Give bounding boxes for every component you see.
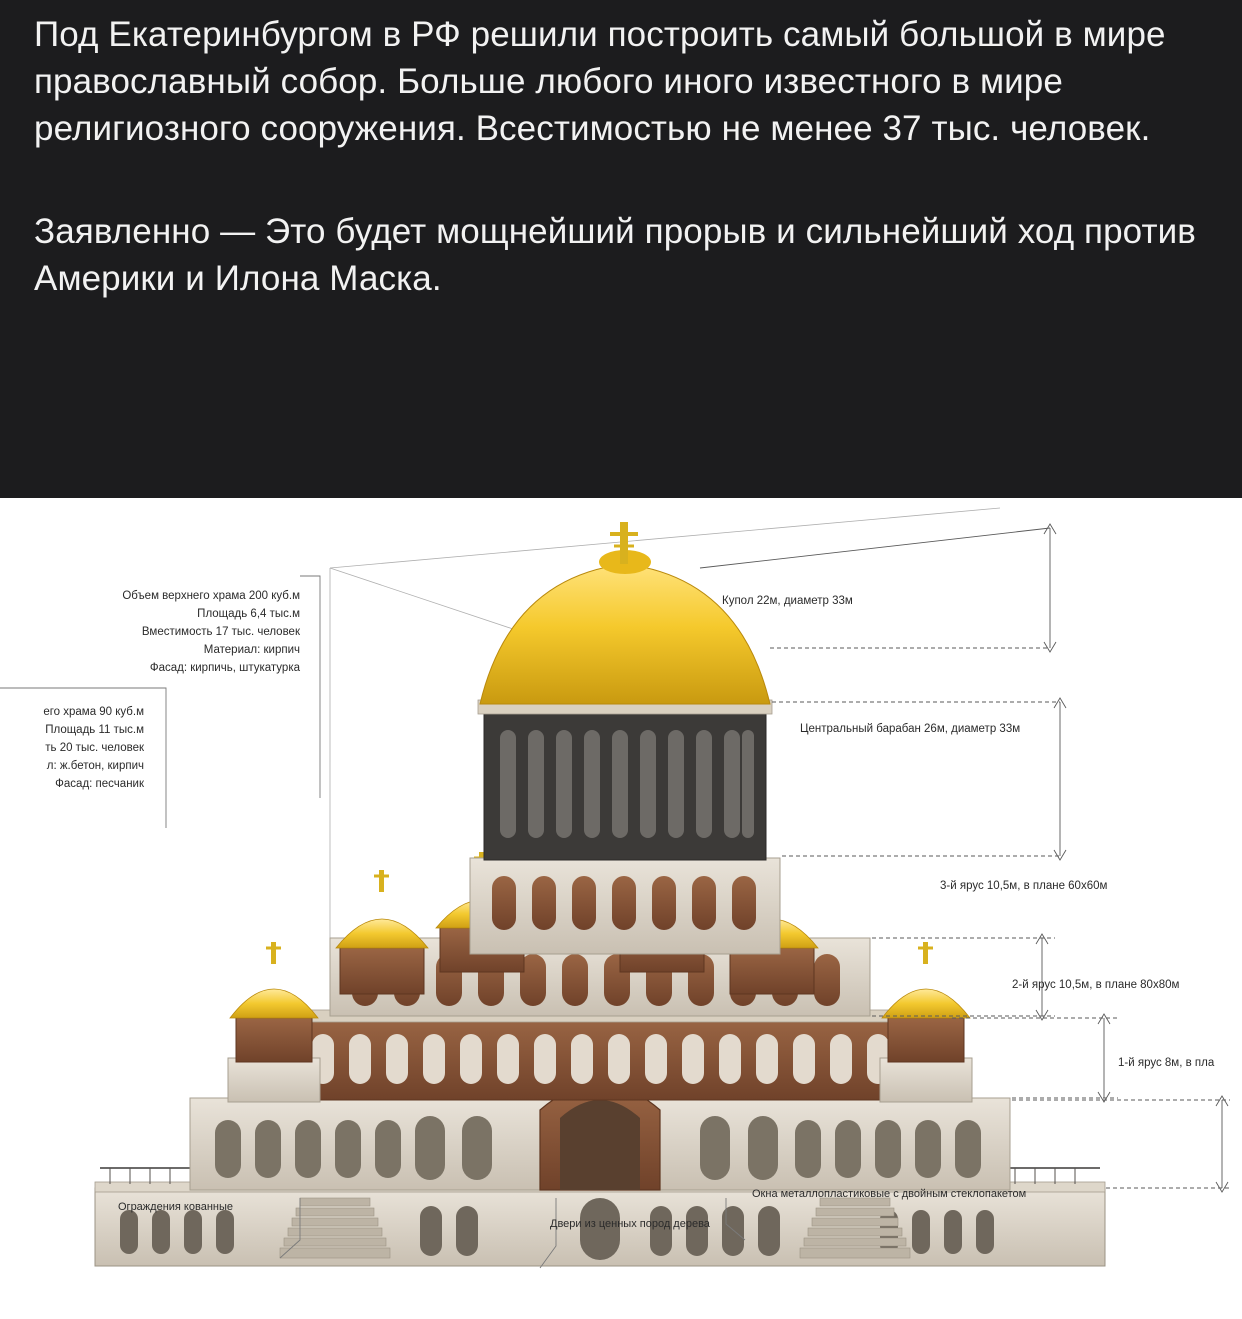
- post-image-block: [0, 498, 1242, 1319]
- label-tier-1: 1-й ярус 8м, в пла: [1118, 1057, 1215, 1069]
- post-paragraph-2: Заявленно — Это будет мощнейший прорыв и сильнейший ход против Америки и Илона Маска.: [34, 211, 1196, 298]
- label-left-bottom-3: ть 20 тыс. человек: [45, 742, 144, 754]
- label-left-top-4: Материал: кирпич: [203, 644, 300, 656]
- cathedral-diagram: [0, 498, 1242, 1319]
- central-dome: [470, 522, 780, 954]
- tier-2: [250, 1010, 950, 1100]
- label-left-top-2: Площадь 6,4 тыс.м: [197, 608, 300, 620]
- label-windows: Окна металлопластиковые с двойным стеклопакетом: [752, 1188, 1027, 1200]
- post-text-block: [0, 0, 1242, 498]
- label-left-top-1: Объем верхнего храма 200 куб.м: [122, 590, 300, 602]
- label-left-bottom-4: л: ж.бетон, кирпич: [46, 760, 144, 772]
- label-tier-3: 3-й ярус 10,5м, в плане 60х60м: [940, 880, 1108, 892]
- label-left-bottom-1: его храма 90 куб.м: [43, 706, 144, 718]
- label-central-drum: Центральный барабан 26м, диаметр 33м: [800, 723, 1021, 735]
- cathedral-diagram-svg: [0, 498, 1242, 1319]
- label-left-bottom-5: Фасад: песчаник: [55, 778, 144, 790]
- label-cupola: Купол 22м, диаметр 33м: [722, 595, 853, 607]
- label-left-top-3: Вместимость 17 тыс. человек: [141, 626, 300, 638]
- label-railings: Ограждения кованные: [118, 1201, 233, 1213]
- post-paragraph-1: Под Екатеринбургом в РФ решили построить самый большой в мире православный собор. Больше любого иного известного в мире религиозного сооружения. Всестимостью не менее 37 тыс. человек.: [34, 15, 1166, 148]
- label-tier-2: 2-й ярус 10,5м, в плане 80х80м: [1012, 979, 1180, 991]
- label-left-top-5: Фасад: кирпичь, штукатурка: [149, 662, 300, 674]
- label-doors: Двери из ценных пород дерева: [550, 1218, 710, 1230]
- label-left-bottom-2: Площадь 11 тыс.м: [45, 724, 144, 736]
